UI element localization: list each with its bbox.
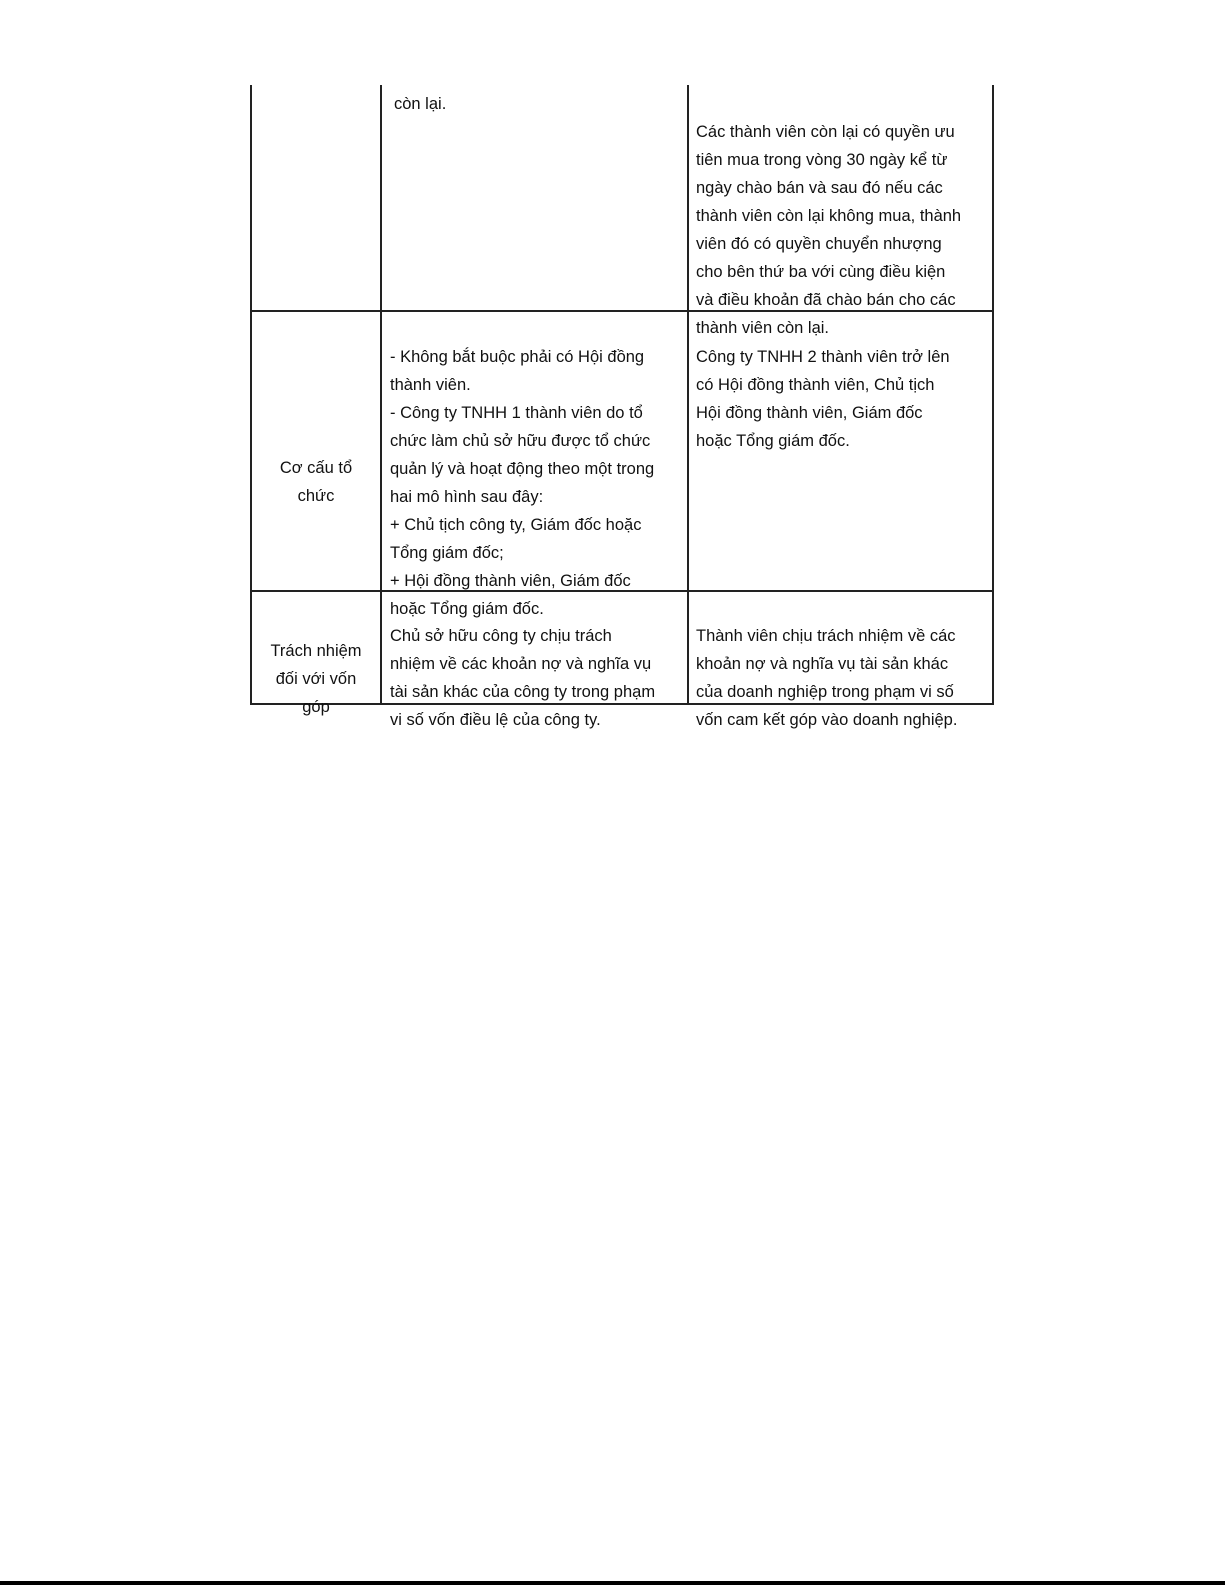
- table-row-label-structure: Cơ cấu tổ chức: [279, 459, 353, 505]
- table-border-right: [992, 85, 994, 704]
- table-border-left: [250, 85, 252, 704]
- page-bottom-edge: [0, 1581, 1225, 1585]
- table-divider-col2: [687, 85, 689, 704]
- table-divider-col1: [380, 85, 382, 704]
- table-cell-prev-col3: Các thành viên còn lại có quyền ưu tiên mua trong vòng 30 ngày kể từ ngày chào bán và sau đó nếu các thành viên còn lại không mua, thành viên đó có quyền chuyển nhượng cho bên thứ ba với cùng điều kiện và điều khoản đã chào bán cho các thành viên còn lại.: [696, 123, 962, 337]
- table-cell-liability-col2: Chủ sở hữu công ty chịu trách nhiệm về các khoản nợ và nghĩa vụ tài sản khác của công ty trong phạm vi số vốn điều lệ của công ty.: [390, 627, 656, 729]
- table-cell-structure-col2: - Không bắt buộc phải có Hội đồng thành viên. - Công ty TNHH 1 thành viên do tổ chức làm chủ sở hữu được tổ chức quản lý và hoạt động theo một trong hai mô hình sau đây: + Chủ tịch công ty, Giám đốc hoặc Tổng giám đốc; + Hội đồng thành viên, Giám đốc hoặc Tổng giám đốc.: [390, 348, 655, 618]
- table-cell-prev-col2: còn lại.: [394, 95, 447, 113]
- table-row-label-liability: Trách nhiệm đối với vốn góp: [270, 642, 362, 716]
- table-cell-structure-col3: Công ty TNHH 2 thành viên trở lên có Hội đồng thành viên, Chủ tịch Hội đồng thành viên, Giám đốc hoặc Tổng giám đốc.: [696, 348, 950, 450]
- table-cell-liability-col3: Thành viên chịu trách nhiệm về các khoản nợ và nghĩa vụ tài sản khác của doanh nghiệp trong phạm vi số vốn cam kết góp vào doanh nghiệp.: [696, 627, 958, 729]
